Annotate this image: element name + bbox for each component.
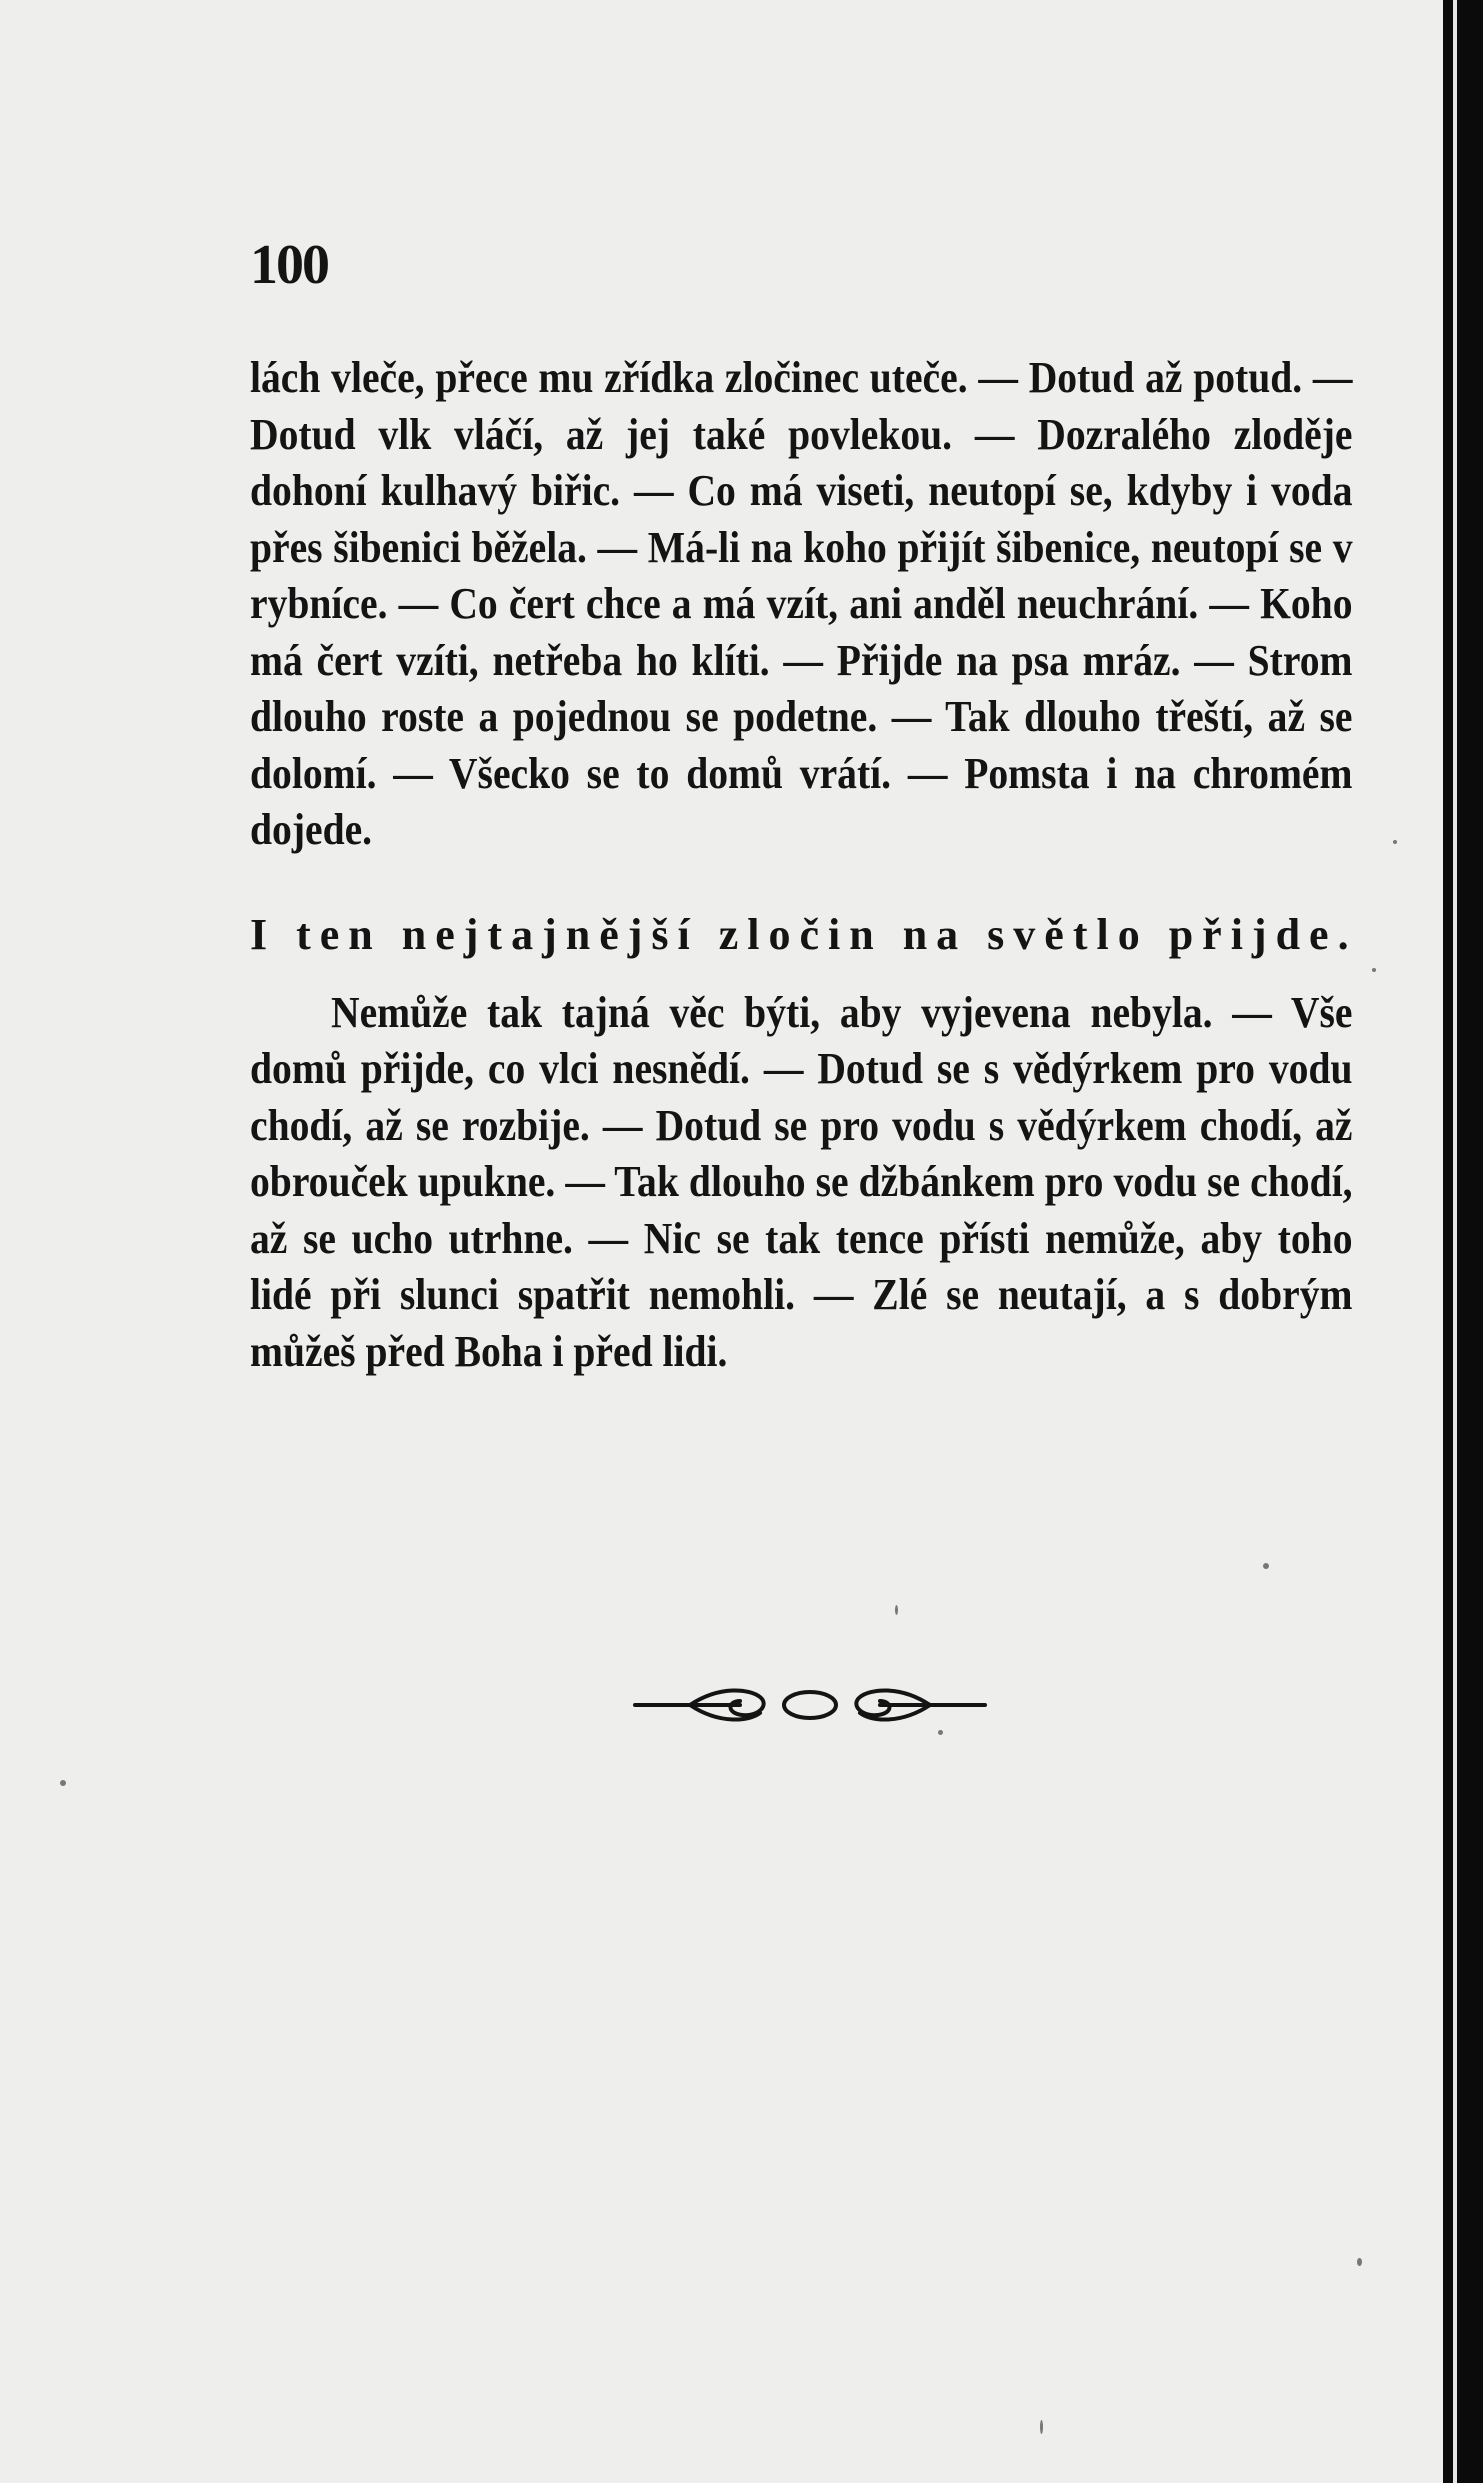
paper-speck <box>60 1780 66 1786</box>
page-number: 100 <box>250 234 328 296</box>
scroll-flourish-icon <box>630 1675 990 1735</box>
paper-speck <box>1263 1563 1269 1569</box>
proverbs-paragraph-2: Nemůže tak tajná věc býti, aby vyjevena nebyla. — Vše domů přijde, co vlci nesnědí. — Dotud se s vědýrkem pro vodu chodí, až se rozbije. — Dotud se pro vodu s vědýrkem chodí, až obrouček upukne. — Tak dlouho se džbánkem pro vodu se chodí, až se ucho utrhne. — Nic se tak tence přísti nemůže, aby toho lidé při slunci spatřit nemohli. — Zlé se neutají, a s dobrým můžeš před Boha i před lidi. <box>250 987 1353 1376</box>
paper-speck <box>1357 2258 1362 2266</box>
paper-speck <box>1040 2420 1043 2434</box>
page-edge <box>1443 0 1483 2483</box>
paper-speck <box>1393 840 1397 844</box>
paper-speck <box>938 1730 943 1735</box>
proverbs-paragraph-1: lách vleče, přece mu zřídka zločinec uteče. — Dotud až potud. — Dotud vlk vláčí, až jej také povlekou. — Dozralého zloděje dohoní kulhavý biřic. — Co má viseti, neutopí se, kdyby i voda přes šibenici běžela. — Má-li na koho přijít šibenice, neutopí se v rybníce. — Co čert chce a má vzít, ani anděl neuchrání. — Koho má čert vzíti, netřeba ho klíti. — Přijde na psa mráz. — Strom dlouho roste a pojednou se podetne. — Tak dlouho třeští, až se dolomí. — Všecko se to domů vrátí. — Pomsta i na chromém dojede. <box>250 353 1353 854</box>
page-content <box>250 230 1370 1380</box>
paper-speck <box>895 1605 898 1615</box>
section-heading: I ten nejtajnější zločin na světlo přijde. <box>250 909 1358 959</box>
page-edge-stripe <box>1453 0 1457 2483</box>
paper-speck <box>1372 968 1376 972</box>
